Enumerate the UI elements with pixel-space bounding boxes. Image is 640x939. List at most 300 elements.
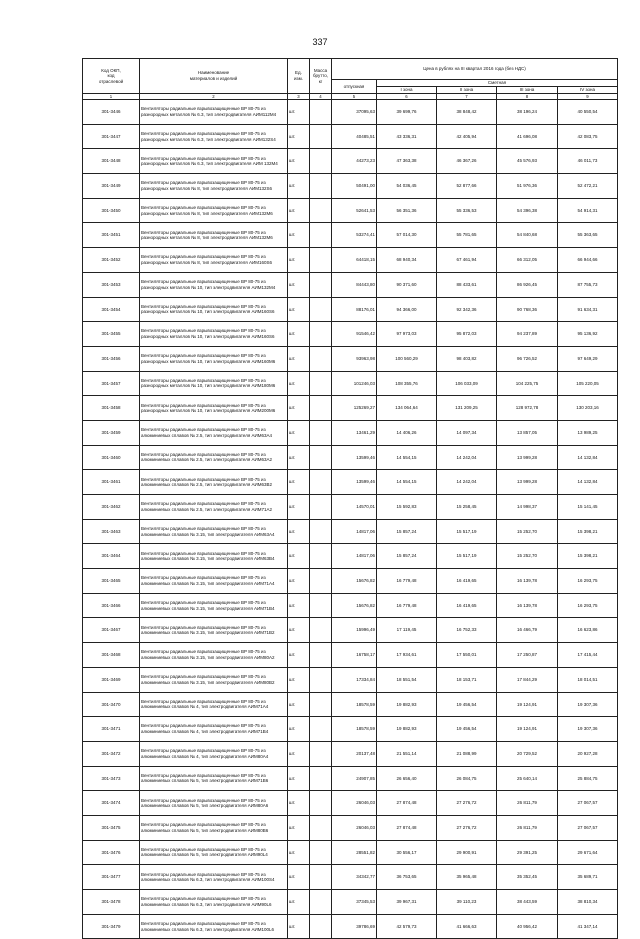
row-name: Вентиляторы радиальные взрывозащищенные ВР 80-75 из разнородных металлов № 6.3, тип электродвигателя АИМ132S4: [140, 124, 288, 149]
table-row: [83, 569, 618, 594]
row-price-zone-4: 41 347,14: [558, 914, 618, 939]
row-code: 301-3465: [83, 569, 140, 594]
row-code: 301-3461: [83, 470, 140, 495]
row-mass: [310, 593, 332, 618]
row-price-zone-2: 55 336,53: [437, 198, 497, 223]
row-price-zone-1: 26 656,40: [377, 766, 437, 791]
row-mass: [310, 865, 332, 890]
row-code: 301-3449: [83, 174, 140, 199]
row-unit: шт.: [288, 445, 310, 470]
row-name: Вентиляторы радиальные взрывозащищенные ВР 80-75 из алюминиевых сплавов № 5, тип электродвигателя АИМ71В6: [140, 766, 288, 791]
table-row: [83, 865, 618, 890]
row-unit: шт.: [288, 692, 310, 717]
row-price-zone-2: 46 367,26: [437, 149, 497, 174]
row-price-zone-2: 27 276,72: [437, 815, 497, 840]
row-code: 301-3459: [83, 420, 140, 445]
row-mass: [310, 174, 332, 199]
row-price-release: 16758,17: [332, 643, 377, 668]
table-row: [83, 495, 618, 520]
row-price-zone-2: 14 242,04: [437, 445, 497, 470]
row-price-release: 64418,15: [332, 248, 377, 273]
row-price-zone-4: 19 307,36: [558, 692, 618, 717]
row-price-zone-4: 18 014,51: [558, 667, 618, 692]
table-row: [83, 346, 618, 371]
row-price-zone-4: 87 755,73: [558, 272, 618, 297]
row-price-release: 39786,69: [332, 914, 377, 939]
row-price-zone-2: 14 097,34: [437, 420, 497, 445]
table-row: [83, 791, 618, 816]
table-row: [83, 618, 618, 643]
row-code: 301-3464: [83, 544, 140, 569]
row-price-zone-2: 15 517,19: [437, 544, 497, 569]
row-name: Вентиляторы радиальные взрывозащищенные ВР 80-75 из алюминиевых сплавов № 2.5, тип электродвигателя АИМ63А4: [140, 420, 288, 445]
row-price-zone-3: 17 250,87: [497, 643, 558, 668]
row-unit: шт.: [288, 840, 310, 865]
row-code: 301-3451: [83, 223, 140, 248]
row-price-release: 52641,53: [332, 198, 377, 223]
row-mass: [310, 272, 332, 297]
table-row: [83, 667, 618, 692]
row-name: Вентиляторы радиальные взрывозащищенные ВР 80-75 из разнородных металлов № 10, тип электродвигателя АИМ132М4: [140, 272, 288, 297]
row-mass: [310, 248, 332, 273]
row-unit: шт.: [288, 149, 310, 174]
row-unit: шт.: [288, 322, 310, 347]
row-code: 301-3474: [83, 791, 140, 816]
row-price-zone-1: 17 934,61: [377, 643, 437, 668]
row-price-zone-1: 39 699,76: [377, 100, 437, 125]
header-price-group: Цена в рублях на III квартал 2016 года (без НДС): [332, 59, 618, 80]
row-price-zone-2: 38 848,42: [437, 100, 497, 125]
row-price-zone-1: 43 336,31: [377, 124, 437, 149]
row-name: Вентиляторы радиальные взрывозащищенные ВР 80-75 из алюминиевых сплавов № 2.5, тип электродвигателя АИМ63В2: [140, 470, 288, 495]
row-code: 301-3469: [83, 667, 140, 692]
row-code: 301-3472: [83, 741, 140, 766]
row-price-zone-4: 91 634,31: [558, 297, 618, 322]
row-price-zone-1: 47 363,38: [377, 149, 437, 174]
row-code: 301-3446: [83, 100, 140, 125]
row-code: 301-3458: [83, 396, 140, 421]
row-unit: шт.: [288, 593, 310, 618]
table-row: [83, 593, 618, 618]
row-price-release: 34342,77: [332, 865, 377, 890]
row-price-zone-2: 52 877,66: [437, 174, 497, 199]
row-name: Вентиляторы радиальные взрывозащищенные ВР 80-75 из разнородных металлов № 8, тип электродвигателя АИМ160S6: [140, 248, 288, 273]
table-row: [83, 223, 618, 248]
row-name: Вентиляторы радиальные взрывозащищенные ВР 80-75 из алюминиевых сплавов № 6.3, тип электродвигателя АИМ100L6: [140, 914, 288, 939]
column-number: 5: [332, 94, 377, 100]
row-price-zone-1: 57 014,30: [377, 223, 437, 248]
row-unit: шт.: [288, 569, 310, 594]
row-price-zone-4: 66 944,66: [558, 248, 618, 273]
table-row: [83, 643, 618, 668]
row-price-zone-1: 36 753,65: [377, 865, 437, 890]
row-price-zone-4: 16 293,75: [558, 593, 618, 618]
row-name: Вентиляторы радиальные взрывозащищенные ВР 80-75 из алюминиевых сплавов № 3.15, тип электродвигателя АИМ71В4: [140, 593, 288, 618]
row-price-zone-2: 15 517,19: [437, 519, 497, 544]
row-mass: [310, 396, 332, 421]
row-price-zone-1: 19 882,93: [377, 692, 437, 717]
header-code: Код ОКП, код отраслевой: [83, 59, 140, 94]
row-price-zone-2: 67 461,94: [437, 248, 497, 273]
row-price-zone-3: 45 576,93: [497, 149, 558, 174]
row-code: 301-3468: [83, 643, 140, 668]
row-unit: шт.: [288, 420, 310, 445]
row-mass: [310, 914, 332, 939]
row-name: Вентиляторы радиальные взрывозащищенные ВР 80-75 из разнородных металлов № 8, тип электродвигателя АИМ132М6: [140, 223, 288, 248]
row-mass: [310, 371, 332, 396]
row-price-zone-3: 86 926,45: [497, 272, 558, 297]
row-name: Вентиляторы радиальные взрывозащищенные ВР 80-75 из разнородных металлов № 10, тип электродвигателя АИМ160S6: [140, 322, 288, 347]
row-price-zone-2: 29 900,91: [437, 840, 497, 865]
row-price-release: 101246,03: [332, 371, 377, 396]
row-price-zone-2: 35 965,48: [437, 865, 497, 890]
row-name: Вентиляторы радиальные взрывозащищенные ВР 80-75 из алюминиевых сплавов № 2.5, тип электродвигателя АИМ63А2: [140, 445, 288, 470]
row-name: Вентиляторы радиальные взрывозащищенные ВР 80-75 из алюминиевых сплавов № 2.5, тип электродвигателя АИМ71А2: [140, 495, 288, 520]
row-price-zone-3: 40 956,42: [497, 914, 558, 939]
row-code: 301-3454: [83, 297, 140, 322]
row-price-release: 15676,82: [332, 593, 377, 618]
row-price-zone-2: 16 419,65: [437, 593, 497, 618]
table-row: [83, 272, 618, 297]
row-code: 301-3457: [83, 371, 140, 396]
row-code: 301-3470: [83, 692, 140, 717]
row-price-zone-2: 41 666,63: [437, 914, 497, 939]
row-mass: [310, 692, 332, 717]
row-price-zone-2: 17 550,01: [437, 643, 497, 668]
row-name: Вентиляторы радиальные взрывозащищенные ВР 80-75 из разнородных металлов № 10, тип электродвигателя АИМ200М6: [140, 396, 288, 421]
row-price-zone-4: 52 472,21: [558, 174, 618, 199]
row-price-zone-4: 15 398,21: [558, 519, 618, 544]
row-code: 301-3476: [83, 840, 140, 865]
row-name: Вентиляторы радиальные взрывозащищенные ВР 80-75 из алюминиевых сплавов № 3.15, тип электродвигателя АИМ80В2: [140, 667, 288, 692]
row-price-zone-1: 16 779,48: [377, 593, 437, 618]
row-mass: [310, 346, 332, 371]
row-name: Вентиляторы радиальные взрывозащищенные ВР 80-75 из разнородных металлов № 6.3, тип электродвигателя АИМ 132М4: [140, 149, 288, 174]
header-zone-1: I зона: [377, 87, 437, 94]
row-mass: [310, 495, 332, 520]
row-mass: [310, 420, 332, 445]
row-code: 301-3453: [83, 272, 140, 297]
row-price-zone-3: 104 225,75: [497, 371, 558, 396]
row-unit: шт.: [288, 100, 310, 125]
row-price-release: 91546,42: [332, 322, 377, 347]
row-price-zone-3: 54 396,38: [497, 198, 558, 223]
column-number: 9: [558, 94, 618, 100]
row-price-zone-3: 38 443,59: [497, 890, 558, 915]
row-price-zone-3: 15 252,70: [497, 544, 558, 569]
table-row: [83, 692, 618, 717]
row-price-zone-3: 16 466,79: [497, 618, 558, 643]
row-price-zone-1: 90 371,60: [377, 272, 437, 297]
row-unit: шт.: [288, 371, 310, 396]
row-unit: шт.: [288, 914, 310, 939]
row-price-zone-1: 21 551,14: [377, 741, 437, 766]
row-price-zone-4: 14 132,84: [558, 445, 618, 470]
row-price-zone-3: 19 124,91: [497, 717, 558, 742]
row-name: Вентиляторы радиальные взрывозащищенные ВР 80-75 из алюминиевых сплавов № 4, тип электродвигателя АИМ71А4: [140, 692, 288, 717]
table-row: [83, 174, 618, 199]
row-price-release: 15676,82: [332, 569, 377, 594]
row-price-release: 26046,03: [332, 791, 377, 816]
header-zone-4: IV зона: [558, 87, 618, 94]
row-mass: [310, 470, 332, 495]
row-price-zone-2: 55 781,65: [437, 223, 497, 248]
header-name: Наименование материалов и изделий: [140, 59, 288, 94]
row-price-zone-2: 19 456,54: [437, 692, 497, 717]
row-price-zone-2: 26 084,75: [437, 766, 497, 791]
row-price-zone-1: 56 351,36: [377, 198, 437, 223]
row-name: Вентиляторы радиальные взрывозащищенные ВР 80-75 из разнородных металлов № 10, тип электродвигателя АИМ180М6: [140, 371, 288, 396]
row-name: Вентиляторы радиальные взрывозащищенные ВР 80-75 из алюминиевых сплавов № 3.15, тип электродвигателя АИМ63А4: [140, 519, 288, 544]
row-mass: [310, 717, 332, 742]
row-unit: шт.: [288, 643, 310, 668]
row-price-zone-3: 94 237,89: [497, 322, 558, 347]
row-price-zone-1: 19 882,93: [377, 717, 437, 742]
row-price-zone-3: 29 391,25: [497, 840, 558, 865]
table-row: [83, 297, 618, 322]
row-price-zone-3: 90 768,36: [497, 297, 558, 322]
row-mass: [310, 223, 332, 248]
row-name: Вентиляторы радиальные взрывозащищенные ВР 80-75 из алюминиевых сплавов № 6.3, тип электродвигателя АИМ90L6: [140, 890, 288, 915]
table-row: [83, 100, 618, 125]
column-number: 2: [140, 94, 288, 100]
row-code: 301-3477: [83, 865, 140, 890]
row-mass: [310, 815, 332, 840]
row-code: 301-3452: [83, 248, 140, 273]
row-price-release: 40485,51: [332, 124, 377, 149]
row-price-zone-3: 14 998,37: [497, 495, 558, 520]
row-price-zone-2: 16 419,65: [437, 569, 497, 594]
column-number: 1: [83, 94, 140, 100]
row-price-release: 50491,00: [332, 174, 377, 199]
header-zone-3: III зона: [497, 87, 558, 94]
table-row: [83, 420, 618, 445]
row-code: 301-3467: [83, 618, 140, 643]
row-name: Вентиляторы радиальные взрывозащищенные ВР 80-75 из алюминиевых сплавов № 5, тип электродвигателя АИМ80В6: [140, 815, 288, 840]
row-price-zone-2: 88 433,61: [437, 272, 497, 297]
row-code: 301-3455: [83, 322, 140, 347]
table-header: [83, 59, 618, 94]
row-name: Вентиляторы радиальные взрывозащищенные ВР 80-75 из разнородных металлов № 10, тип электродвигателя АИМ160S6: [140, 297, 288, 322]
row-price-zone-1: 16 779,48: [377, 569, 437, 594]
row-code: 301-3463: [83, 519, 140, 544]
row-mass: [310, 618, 332, 643]
row-price-release: 17334,84: [332, 667, 377, 692]
row-price-release: 93963,98: [332, 346, 377, 371]
row-price-zone-4: 14 132,84: [558, 470, 618, 495]
column-number: 6: [377, 94, 437, 100]
table-row: [83, 840, 618, 865]
header-release: отпускная: [332, 80, 377, 94]
row-price-zone-1: 14 554,15: [377, 445, 437, 470]
row-price-zone-4: 97 649,29: [558, 346, 618, 371]
row-price-zone-4: 105 220,05: [558, 371, 618, 396]
row-price-zone-4: 25 884,75: [558, 766, 618, 791]
row-unit: шт.: [288, 544, 310, 569]
row-code: 301-3448: [83, 149, 140, 174]
row-price-zone-3: 13 999,28: [497, 470, 558, 495]
row-code: 301-3460: [83, 445, 140, 470]
row-mass: [310, 445, 332, 470]
row-price-zone-3: 20 729,52: [497, 741, 558, 766]
row-price-zone-4: 27 067,57: [558, 791, 618, 816]
row-price-zone-2: 27 276,72: [437, 791, 497, 816]
table-row: [83, 914, 618, 939]
row-price-zone-4: 42 083,75: [558, 124, 618, 149]
row-mass: [310, 840, 332, 865]
row-unit: шт.: [288, 791, 310, 816]
row-price-release: 18578,59: [332, 717, 377, 742]
row-name: Вентиляторы радиальные взрывозащищенные ВР 80-75 из разнородных металлов № 8, тип электродвигателя АИМ132S6: [140, 174, 288, 199]
row-price-zone-3: 96 726,52: [497, 346, 558, 371]
row-price-release: 15996,49: [332, 618, 377, 643]
row-name: Вентиляторы радиальные взрывозащищенные ВР 80-75 из разнородных металлов № 8, тип электродвигателя АИМ132М6: [140, 198, 288, 223]
row-mass: [310, 100, 332, 125]
row-mass: [310, 667, 332, 692]
row-price-release: 28551,82: [332, 840, 377, 865]
row-unit: шт.: [288, 396, 310, 421]
row-price-zone-4: 27 067,57: [558, 815, 618, 840]
row-unit: шт.: [288, 618, 310, 643]
row-unit: шт.: [288, 470, 310, 495]
table-body: [83, 94, 618, 939]
row-unit: шт.: [288, 766, 310, 791]
row-price-zone-2: 19 456,54: [437, 717, 497, 742]
header-mass: Масса брутто, кг: [310, 59, 332, 94]
row-code: 301-3462: [83, 495, 140, 520]
row-price-release: 84443,80: [332, 272, 377, 297]
row-price-zone-3: 128 972,78: [497, 396, 558, 421]
row-unit: шт.: [288, 815, 310, 840]
row-price-zone-4: 35 689,71: [558, 865, 618, 890]
column-number: 7: [437, 94, 497, 100]
row-price-zone-1: 100 560,29: [377, 346, 437, 371]
row-unit: шт.: [288, 717, 310, 742]
row-price-zone-3: 16 139,78: [497, 569, 558, 594]
row-price-zone-3: 13 999,28: [497, 445, 558, 470]
row-price-zone-4: 19 307,36: [558, 717, 618, 742]
row-mass: [310, 791, 332, 816]
row-code: 301-3466: [83, 593, 140, 618]
table-row: [83, 544, 618, 569]
row-name: Вентиляторы радиальные взрывозащищенные ВР 80-75 из алюминиевых сплавов № 5, тип электродвигателя АИМ80А6: [140, 791, 288, 816]
row-price-zone-1: 30 556,17: [377, 840, 437, 865]
row-price-zone-4: 38 810,34: [558, 890, 618, 915]
row-price-release: 13461,29: [332, 420, 377, 445]
column-number: 4: [310, 94, 332, 100]
row-name: Вентиляторы радиальные взрывозащищенные ВР 80-75 из алюминиевых сплавов № 3.15, тип электродвигателя АИМ80А2: [140, 643, 288, 668]
row-mass: [310, 149, 332, 174]
row-code: 301-3456: [83, 346, 140, 371]
row-price-zone-2: 95 872,03: [437, 322, 497, 347]
row-name: Вентиляторы радиальные взрывозащищенные ВР 80-75 из разнородных металлов № 10, тип электродвигателя АИМ160М6: [140, 346, 288, 371]
row-price-release: 26046,03: [332, 815, 377, 840]
row-price-zone-3: 35 352,45: [497, 865, 558, 890]
table-row: [83, 322, 618, 347]
row-mass: [310, 198, 332, 223]
row-price-zone-3: 13 857,05: [497, 420, 558, 445]
row-price-zone-1: 17 119,45: [377, 618, 437, 643]
table-row: [83, 149, 618, 174]
row-price-zone-4: 40 550,54: [558, 100, 618, 125]
table-row: [83, 198, 618, 223]
row-unit: шт.: [288, 346, 310, 371]
row-price-zone-4: 17 415,44: [558, 643, 618, 668]
row-mass: [310, 297, 332, 322]
row-price-release: 53274,41: [332, 223, 377, 248]
row-price-zone-3: 51 976,36: [497, 174, 558, 199]
row-unit: шт.: [288, 495, 310, 520]
row-price-zone-2: 106 033,09: [437, 371, 497, 396]
row-price-zone-3: 25 640,14: [497, 766, 558, 791]
row-price-zone-4: 20 927,28: [558, 741, 618, 766]
table-row: [83, 741, 618, 766]
row-unit: шт.: [288, 174, 310, 199]
row-price-zone-4: 16 623,86: [558, 618, 618, 643]
page-number: 337: [312, 37, 328, 47]
header-unit: Ед. изм.: [288, 59, 310, 94]
row-price-zone-4: 130 203,16: [558, 396, 618, 421]
row-unit: шт.: [288, 198, 310, 223]
row-unit: шт.: [288, 865, 310, 890]
row-price-zone-1: 15 857,24: [377, 544, 437, 569]
table-row: [83, 519, 618, 544]
row-price-zone-1: 27 874,48: [377, 791, 437, 816]
row-mass: [310, 569, 332, 594]
row-price-zone-1: 18 551,54: [377, 667, 437, 692]
row-code: 301-3471: [83, 717, 140, 742]
header-estimate: Сметная: [377, 80, 618, 87]
row-price-zone-4: 54 914,31: [558, 198, 618, 223]
table-row: [83, 890, 618, 915]
row-price-zone-1: 14 554,15: [377, 470, 437, 495]
row-price-zone-3: 66 312,05: [497, 248, 558, 273]
table-row: [83, 371, 618, 396]
row-price-zone-1: 97 973,03: [377, 322, 437, 347]
table-row: [83, 445, 618, 470]
row-price-zone-2: 92 342,36: [437, 297, 497, 322]
row-price-release: 18578,59: [332, 692, 377, 717]
row-unit: шт.: [288, 297, 310, 322]
row-unit: шт.: [288, 519, 310, 544]
row-price-zone-2: 131 209,25: [437, 396, 497, 421]
row-price-zone-1: 42 579,73: [377, 914, 437, 939]
row-unit: шт.: [288, 124, 310, 149]
row-price-zone-3: 38 196,24: [497, 100, 558, 125]
row-mass: [310, 890, 332, 915]
row-unit: шт.: [288, 272, 310, 297]
row-unit: шт.: [288, 223, 310, 248]
column-number: 8: [497, 94, 558, 100]
table-row: [83, 815, 618, 840]
row-price-zone-2: 16 752,33: [437, 618, 497, 643]
row-code: 301-3478: [83, 890, 140, 915]
row-name: Вентиляторы радиальные взрывозащищенные ВР 80-75 из алюминиевых сплавов № 6.3, тип электродвигателя АИМ100S4: [140, 865, 288, 890]
row-price-release: 14570,01: [332, 495, 377, 520]
row-price-zone-1: 134 064,64: [377, 396, 437, 421]
row-unit: шт.: [288, 741, 310, 766]
row-price-zone-3: 41 696,08: [497, 124, 558, 149]
row-price-zone-3: 26 811,79: [497, 791, 558, 816]
row-price-zone-4: 15 398,21: [558, 544, 618, 569]
row-price-release: 20137,48: [332, 741, 377, 766]
row-price-release: 14817,06: [332, 519, 377, 544]
row-price-zone-4: 29 671,64: [558, 840, 618, 865]
row-price-release: 125269,27: [332, 396, 377, 421]
row-price-release: 14817,06: [332, 544, 377, 569]
row-name: Вентиляторы радиальные взрывозащищенные ВР 80-75 из алюминиевых сплавов № 3.15, тип электродвигателя АИМ71В2: [140, 618, 288, 643]
table-row: [83, 717, 618, 742]
